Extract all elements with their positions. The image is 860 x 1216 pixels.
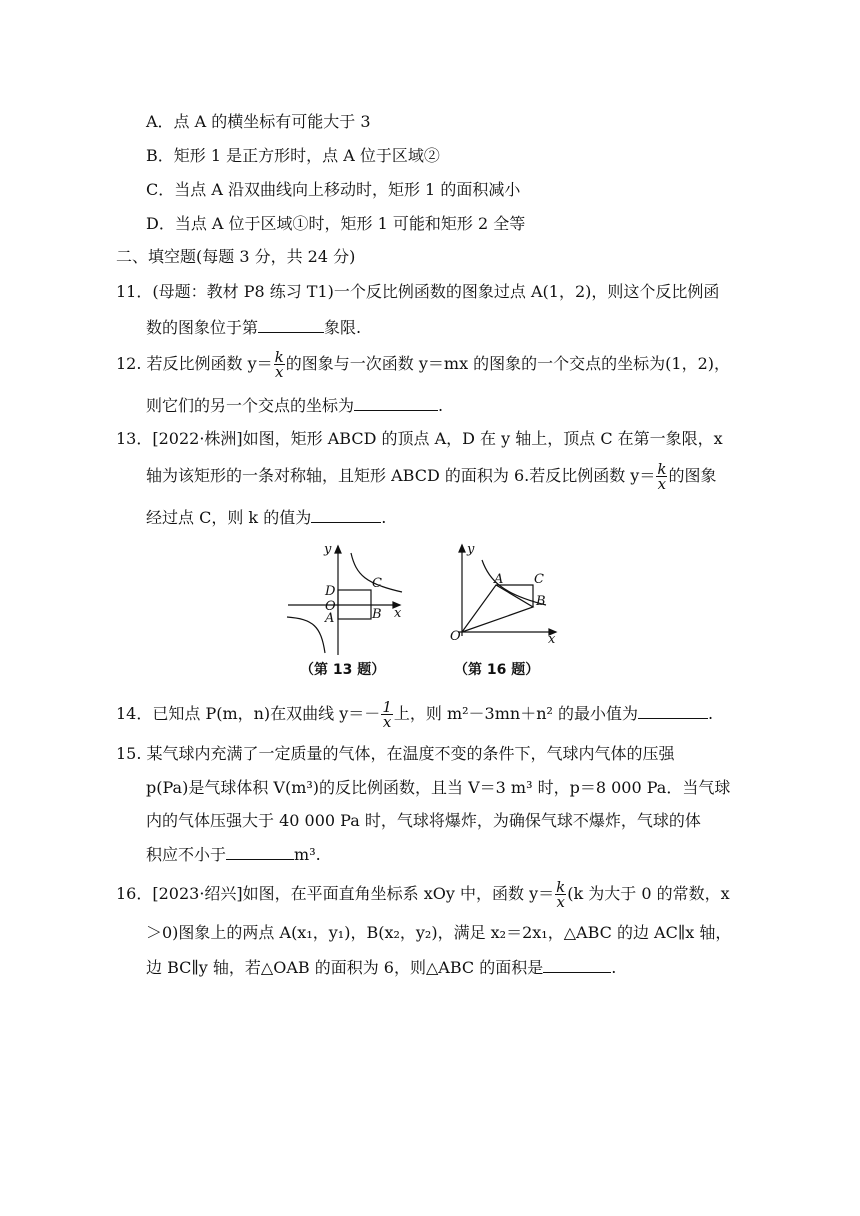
figures-block (282, 540, 572, 685)
fig13-label-y: y (324, 542, 332, 557)
q13-frac-num: k (657, 460, 667, 478)
fig13-label-o: O (325, 599, 336, 614)
q13-answer-blank[interactable] (311, 506, 381, 523)
fig13-label-b: B (372, 607, 382, 622)
q16-line1 (116, 880, 730, 909)
q13-fraction (656, 462, 667, 491)
q13-line3 (146, 506, 386, 529)
q14-answer-blank[interactable] (638, 702, 708, 719)
q11-line2 (146, 316, 361, 339)
q13-frac-den: x (657, 475, 667, 493)
q16-frac-num: k (556, 878, 566, 896)
q16-frac-den: x (556, 893, 565, 911)
option-c: C．当点 A 沿双曲线向上移动时，矩形 1 的面积减小 (146, 180, 521, 199)
q12-text-b: . (438, 396, 444, 415)
fig13-label-c: C (372, 576, 382, 591)
fig16-triangle-oab (462, 585, 533, 632)
q13-line1: 13．[2022·株洲]如图，矩形 ABCD 的顶点 A，D 在 y 轴上，顶点 C 在第一象限，x (116, 429, 723, 448)
q11-text-b: 象限. (324, 318, 362, 337)
fig16-caption: （第 16 题） (454, 662, 540, 678)
q12-pre: 12. 若反比例函数 y＝ (116, 354, 273, 373)
q15-line4 (146, 843, 321, 866)
fig16-label-y: y (467, 542, 475, 557)
q15-line1: 15. 某气球内充满了一定质量的气体，在温度不变的条件下，气球内气体的压强 (116, 744, 675, 763)
q16-line2: ＞0)图象上的两点 A(x₁，y₁)，B(x₂，y₂)，满足 x₂＝2x₁，△ABC 的边 AC∥x 轴， (146, 923, 732, 942)
q14-frac-num: 1 (382, 698, 392, 716)
fig16-label-b: B (536, 594, 546, 609)
fig16-y-arrow (459, 545, 465, 552)
q16-text-b: . (611, 958, 617, 977)
q12-frac-den: x (274, 363, 284, 381)
q12-answer-blank[interactable] (354, 394, 438, 411)
fig13-curve-q3 (287, 617, 325, 653)
fig13-label-d: D (325, 584, 336, 599)
fig16-label-o: O (450, 629, 461, 644)
q13-post: 的图象 (668, 466, 717, 485)
fig16-label-x: x (548, 632, 556, 647)
q14-pre: 14．已知点 P(m，n)在双曲线 y＝－ (116, 704, 381, 723)
q15-text-b: m³. (294, 845, 321, 864)
q14-fraction (381, 700, 393, 729)
q14-frac-den: x (382, 713, 392, 731)
q13-text-a: 经过点 C，则 k 的值为 (146, 508, 312, 527)
fig13-label-x: x (394, 606, 402, 621)
fig13-caption: （第 13 题） (300, 662, 386, 678)
q14-end: . (708, 704, 714, 723)
figure-13-labels (323, 542, 402, 626)
fig13-y-arrow (335, 546, 341, 553)
q16-text-a: 边 BC∥y 轴，若△OAB 的面积为 6，则△ABC 的面积是 (146, 958, 544, 977)
q12-fraction (274, 350, 285, 379)
q12-line1 (116, 350, 730, 379)
q16-answer-blank[interactable] (543, 956, 611, 973)
q12-frac-num: k (274, 348, 284, 366)
q13-pre: 轴为该矩形的一条对称轴，且矩形 ABCD 的面积为 6.若反比例函数 y＝ (146, 466, 656, 485)
section-heading: 二、填空题(每题 3 分，共 24 分) (116, 247, 356, 266)
option-b: B．矩形 1 是正方形时，点 A 位于区域② (146, 146, 440, 165)
q11-text-a: 数的图象位于第 (146, 318, 259, 337)
q12-text-a: 则它们的另一个交点的坐标为 (146, 396, 355, 415)
q11-line1: 11．(母题：教材 P8 练习 T1)一个反比例函数的图象过点 A(1，2)，则这个反比例函 (116, 282, 720, 301)
q11-answer-blank[interactable] (258, 316, 324, 333)
q16-pre: 16．[2023·绍兴]如图，在平面直角坐标系 xOy 中，函数 y＝ (116, 884, 555, 903)
q16-fraction (555, 880, 566, 909)
q16-post: (k 为大于 0 的常数，x (567, 884, 730, 903)
q12-line2 (146, 394, 443, 417)
q14-line (116, 700, 713, 729)
q12-post: 的图象与一次函数 y＝mx 的图象的一个交点的坐标为(1，2)， (285, 354, 731, 373)
fig16-label-c: C (534, 572, 544, 587)
figure-16 (458, 545, 556, 636)
q13-text-b: . (381, 508, 387, 527)
q16-line3 (146, 956, 616, 979)
q13-line2 (146, 462, 716, 491)
figure-13 (287, 546, 402, 655)
fig16-label-a: A (494, 572, 504, 587)
q15-answer-blank[interactable] (226, 843, 294, 860)
option-a: A．点 A 的横坐标有可能大于 3 (146, 112, 371, 131)
q14-post: 上，则 m²－3mn＋n² 的最小值为 (393, 704, 638, 723)
fig13-label-a: A (325, 611, 335, 626)
q15-line2: p(Pa)是气球体积 V(m³)的反比例函数，且当 V＝3 m³ 时，p＝8 000 Pa．当气球 (146, 778, 731, 797)
option-d: D．当点 A 位于区域①时，矩形 1 可能和矩形 2 全等 (146, 214, 526, 233)
q15-text-a: 积应不小于 (146, 845, 227, 864)
q15-line3: 内的气体压强大于 40 000 Pa 时，气球将爆炸，为确保气球不爆炸，气球的体 (146, 811, 701, 830)
figures-svg (282, 540, 572, 685)
